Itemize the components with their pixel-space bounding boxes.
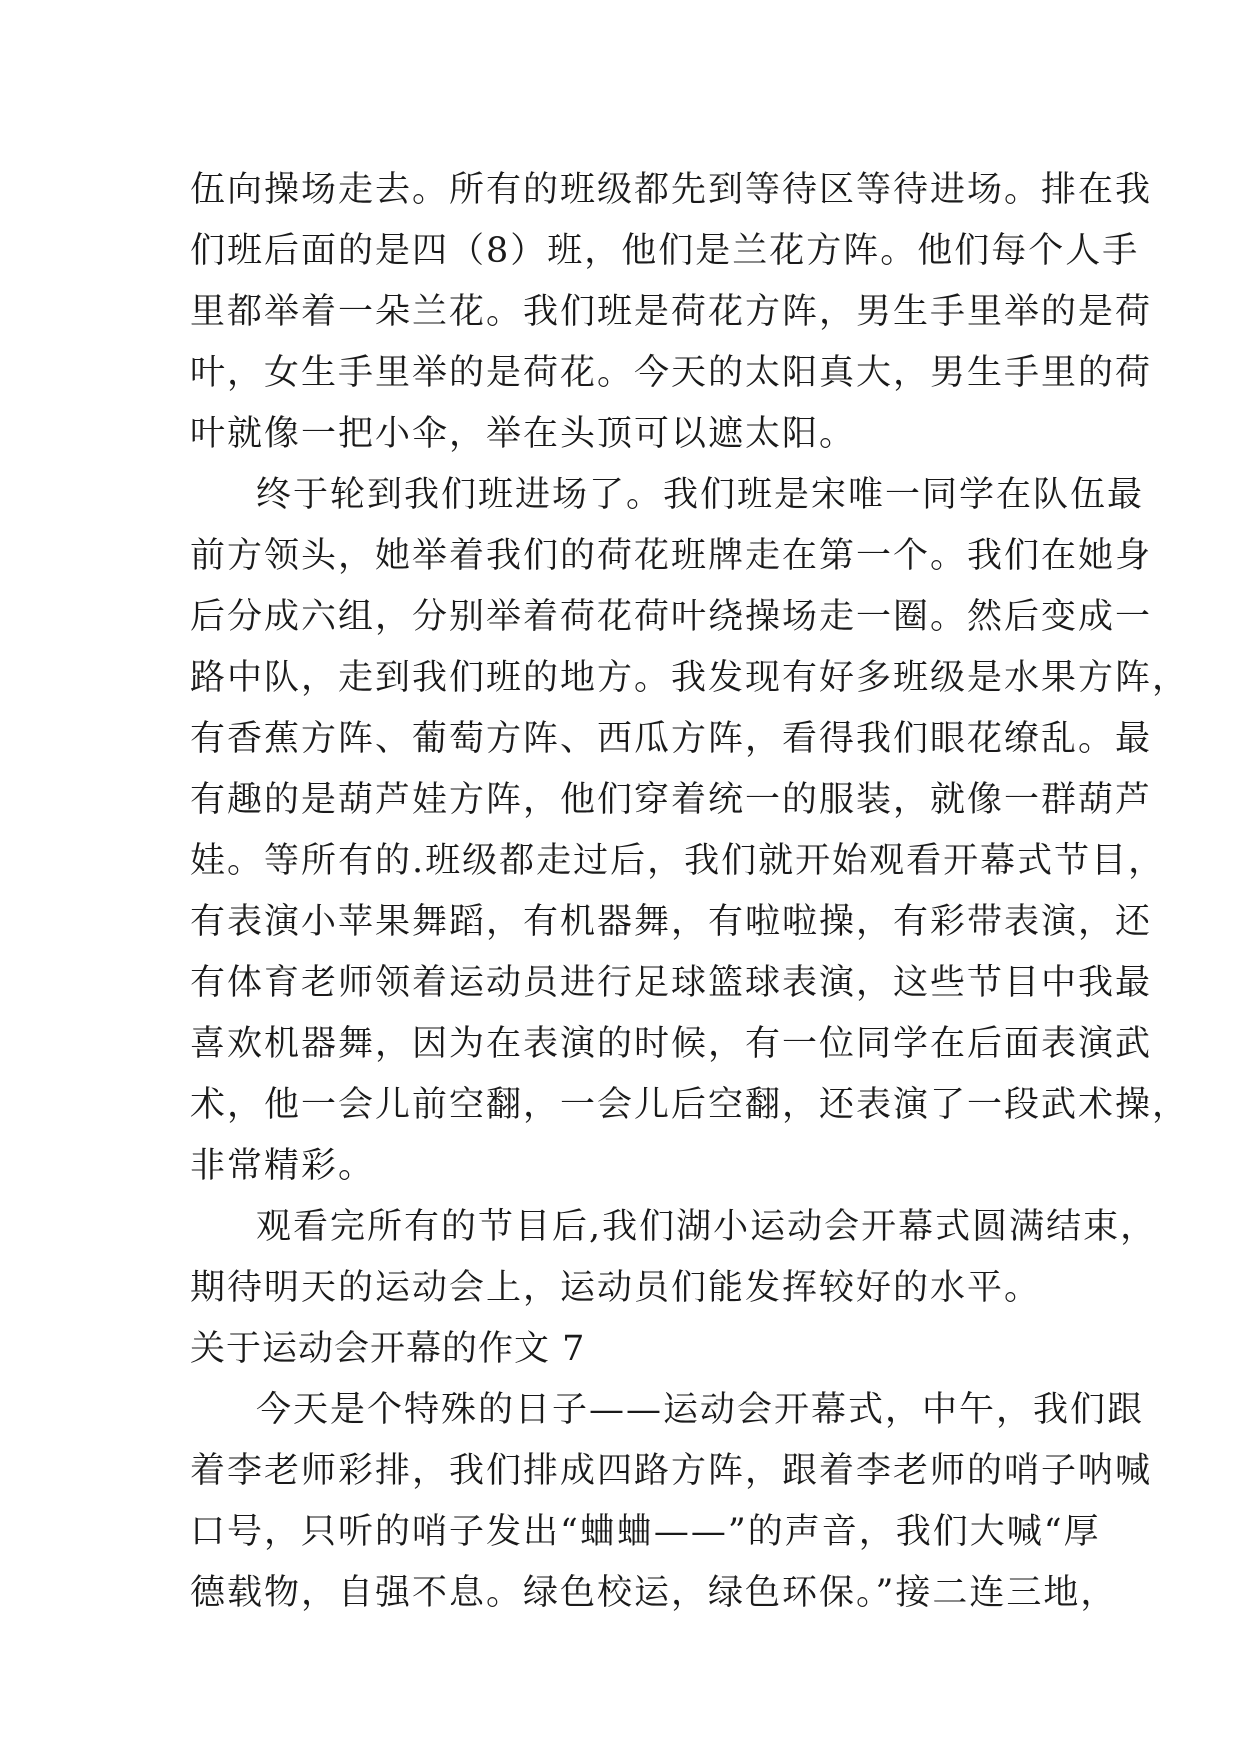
text-line: 着李老师彩排，我们排成四路方阵，跟着李老师的哨子呐喊 xyxy=(190,1451,1153,1491)
text-line: 路中队，走到我们班的地方。我发现有好多班级是水果方阵， xyxy=(190,658,1190,698)
text-line: 口号，只听的哨子发出“蛐蛐——”的声音，我们大喊“厚 xyxy=(190,1512,1101,1552)
text-line: 们班后面的是四（8）班，他们是兰花方阵。他们每个人手 xyxy=(190,231,1140,271)
text-line: 前方领头，她举着我们的荷花班牌走在第一个。我们在她身 xyxy=(190,536,1153,576)
text-line: 有体育老师领着运动员进行足球篮球表演，这些节目中我最 xyxy=(190,963,1153,1003)
section-title: 关于运动会开幕的作文 7 xyxy=(190,1329,586,1369)
paragraph-start-line: 今天是个特殊的日子——运动会开幕式，中午，我们跟 xyxy=(256,1390,1145,1430)
paragraph-start-line: 终于轮到我们班进场了。我们班是宋唯一同学在队伍最 xyxy=(256,475,1145,515)
text-line: 有趣的是葫芦娃方阵，他们穿着统一的服装，就像一群葫芦 xyxy=(190,780,1153,820)
text-line: 娃。等所有的.班级都走过后，我们就开始观看开幕式节目， xyxy=(190,841,1166,881)
text-line: 期待明天的运动会上，运动员们能发挥较好的水平。 xyxy=(190,1268,1042,1308)
text-line: 叶就像一把小伞，举在头顶可以遮太阳。 xyxy=(190,414,857,454)
text-line: 术，他一会儿前空翻，一会儿后空翻，还表演了一段武术操， xyxy=(190,1085,1190,1125)
text-line: 德载物，自强不息。绿色校运，绿色环保。”接二连三地， xyxy=(190,1573,1118,1613)
document-page xyxy=(190,160,1190,1624)
text-line: 有表演小苹果舞蹈，有机器舞，有啦啦操，有彩带表演，还 xyxy=(190,902,1153,942)
paragraph-start-line: 观看完所有的节目后,我们湖小运动会开幕式圆满结束， xyxy=(256,1207,1158,1247)
text-line: 叶，女生手里举的是荷花。今天的太阳真大，男生手里的荷 xyxy=(190,353,1153,393)
text-line: 后分成六组，分别举着荷花荷叶绕操场走一圈。然后变成一 xyxy=(190,597,1153,637)
text-line: 喜欢机器舞，因为在表演的时候，有一位同学在后面表演武 xyxy=(190,1024,1153,1064)
text-line: 有香蕉方阵、葡萄方阵、西瓜方阵，看得我们眼花缭乱。最 xyxy=(190,719,1153,759)
text-line: 非常精彩。 xyxy=(190,1146,376,1186)
text-line: 伍向操场走去。所有的班级都先到等待区等待进场。排在我 xyxy=(190,170,1153,210)
text-line: 里都举着一朵兰花。我们班是荷花方阵，男生手里举的是荷 xyxy=(190,292,1153,332)
